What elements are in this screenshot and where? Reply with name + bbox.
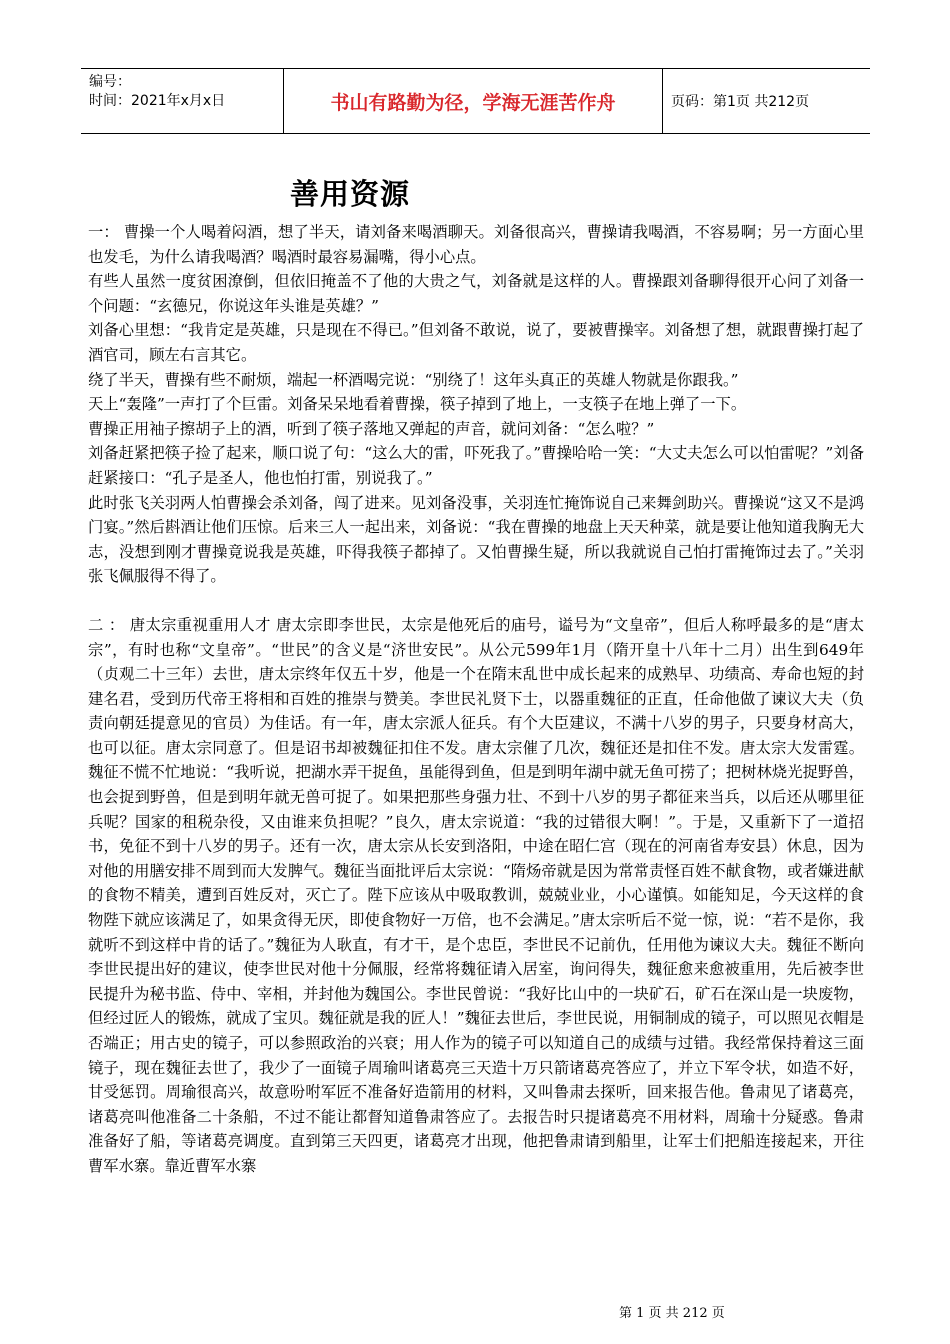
paragraph: 此时张飞关羽两人怕曹操会杀刘备，闯了进来。见刘备没事，关羽连忙掩饰说自己来舞剑助兴。曹操说“这又不是鸿门宴。”然后斟酒让他们压惊。后来三人一起出来，刘备说：“我在曹操的地盘上天天种菜，就是要让他知道我胸无大志，没想到刚才曹操竟说我是英雄，吓得我筷子都掉了。又怕曹操生疑，所以我就说自己怕打雷掩饰过去了。”关羽张飞佩服得不得了。 (88, 493, 864, 586)
time-label: 时间：2021年x月x日 (89, 93, 226, 109)
document-title: 善用资源 (290, 177, 411, 211)
paragraph: 刘备赶紧把筷子捡了起来，顺口说了句：“这么大的雷，吓死我了。”曹操哈哈一笑：“大丈夫怎么可以怕雷呢？”刘备赶紧接口：“孔子是圣人，他也怕打雷，别说我了。” (88, 444, 864, 487)
header-motto: 书山有路勤为径，学海无涯苦作舟 (283, 69, 663, 133)
paragraph: 一： 曹操一个人喝着闷酒，想了半天，请刘备来喝酒聊天。刘备很高兴，曹操请我喝酒，不容易啊；另一方面心里也发毛，为什么请我喝酒？喝酒时最容易漏嘴，得小心点。 (88, 223, 864, 266)
paragraph: 绕了半天，曹操有些不耐烦，端起一杯酒喝完说：“别绕了！这年头真正的英雄人物就是你跟我。” (88, 370, 739, 389)
paragraph: 二 ： 唐太宗重视重用人才 唐太宗即李世民，太宗是他死后的庙号，谥号为“文皇帝”，但后人称呼最多的是“唐太宗”，有时也称“文皇帝”。“世民”的含义是“济世安民”。从公元599年1月（隋开皇十八年十二月）出生到649年（贞观二十三年）去世，唐太宗终年仅五十岁，他是一个在隋末乱世中成长起来的成熟早、功绩高、寿命也短的封建名君，受到历代帝王将相和百姓的推崇与赞美。李世民礼贤下士，以器重魏征的正直，任命他做了谏议大夫（负责向朝廷提意见的官员）为佳话。有一年，唐太宗派人征兵。有个大臣建议，不满十八岁的男子，只要身材高大，也可以征。唐太宗同意了。但是诏书却被魏征扣住不发。唐太宗催了几次，魏征还是扣住不发。唐太宗大发雷霆。魏征不慌不忙地说：“我听说，把湖水弄干捉鱼，虽能得到鱼，但是到明年湖中就无鱼可捞了；把树林烧光捉野兽，也会捉到野兽，但是到明年就无兽可捉了。如果把那些身强力壮、不到十八岁的男子都征来当兵，以后还从哪里征兵呢？国家的租税杂役，又由谁来负担呢？”良久，唐太宗说道：“我的过错很大啊！”。于是，又重新下了一道招书，免征不到十八岁的男子。还有一次，唐太宗从长安到洛阳，中途在昭仁宫（现在的河南省寿安县）休息，因为对他的用膳安排不周到而大发脾气。魏征当面批评后太宗说：“隋炀帝就是因为常常责怪百姓不献食物，或者嫌进献的食物不精美，遭到百姓反对，灭亡了。陛下应该从中吸取教训，兢兢业业，小心谨慎。如能知足，今天这样的食物陛下就应该满足了，如果贪得无厌，即使食物好一万倍，也不会满足。”唐太宗听后不觉一惊，说：“若不是你，我就听不到这样中肯的话了。”魏征为人耿直，有才干，是个忠臣，李世民不记前仇，任用他为谏议大夫。魏征不断向李世民提出好的建议，使李世民对他十分佩服，经常将魏征请入居室，询问得失，魏征愈来愈被重用，先后被李世民提升为秘书监、侍中、宰相，并封他为魏国公。李世民曾说：“我好比山中的一块矿石，矿石在深山是一块废物，但经过匠人的锻炼，就成了宝贝。魏征就是我的匠人！”魏征去世后，李世民说，用铜制成的镜子，可以照见衣帽是否端正；用古史的镜子，可以参照政治的兴衰；用人作为的镜子可以知道自己的成绩与过错。我经常保持着这三面镜子，现在魏征去世了，我少了一面镜子周瑜叫诸葛亮三天造十万只箭诸葛亮答应了，并立下军令状，如造不好，甘受惩罚。周瑜很高兴，故意吩咐军匠不准备好造箭用的材料，又叫鲁肃去探听，回来报告他。鲁肃见了诸葛亮，诸葛亮叫他准备二十条船，不过不能让都督知道鲁肃答应了。去报告时只提诸葛亮不用材料，周瑜十分疑惑。鲁肃准备好了船，等诸葛亮调度。直到第三天四更，诸葛亮才出现，他把鲁肃请到船里，让军士们把船连接起来，开往曹军水寨。靠近曹军水寨 (88, 615, 864, 1175)
header-meta (81, 69, 283, 133)
number-label: 编号： (89, 74, 131, 90)
document-body (88, 220, 864, 1179)
paragraph: 有些人虽然一度贫困潦倒，但依旧掩盖不了他的大贵之气，刘备就是这样的人。曹操跟刘备聊得很开心问了刘备一个问题：“玄德兄，你说这年头谁是英雄？” (88, 272, 864, 315)
paragraph: 刘备心里想：“我肯定是英雄，只是现在不得已。”但刘备不敢说，说了，要被曹操宰。刘备想了想，就跟曹操打起了酒官司，顾左右言其它。 (88, 321, 864, 364)
paragraph: 曹操正用袖子擦胡子上的酒，听到了筷子落地又弹起的声音，就问刘备：“怎么啦？” (88, 419, 655, 438)
header-page-info: 页码：第1页 共212页 (671, 94, 810, 110)
paragraph: 天上“轰隆”一声打了个巨雷。刘备呆呆地看着曹操，筷子掉到了地上，一支筷子在地上弹了一下。 (88, 395, 747, 414)
page-footer: 第 1 页 共 212 页 (619, 1306, 725, 1321)
header-table (81, 68, 870, 134)
